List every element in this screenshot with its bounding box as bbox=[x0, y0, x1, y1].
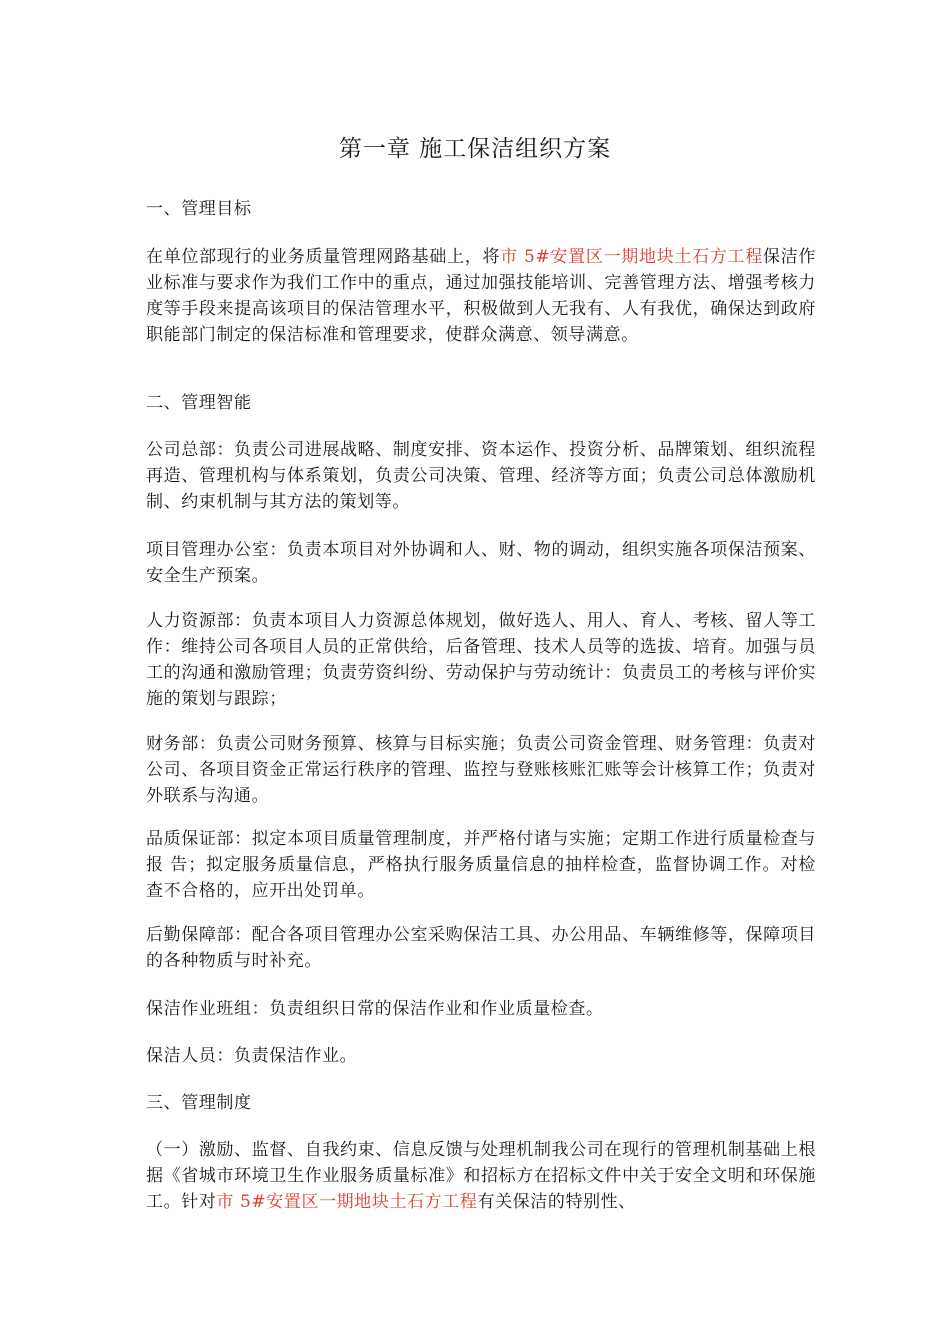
section-heading-1: 一、管理目标 bbox=[146, 199, 252, 219]
paragraph-project-office: 项目管理办公室：负责本项目对外协调和人、财、物的调动，组织实施各项保洁预案、安全生产预案。 bbox=[146, 540, 816, 586]
text-run: 有关保洁的特别性、 bbox=[477, 1192, 636, 1212]
paragraph-cleaning-team: 保洁作业班组：负责组织日常的保洁作业和作业质量检查。 bbox=[146, 999, 604, 1019]
paragraph-headquarters: 公司总部：负责公司进展战略、制度安排、资本运作、投资分析、品牌策划、组织流程再造、管理机构与体系策划，负责公司决策、管理、经济等方面；负责公司总体激励机制、约束机制与其方法的策划等。 bbox=[146, 440, 816, 512]
paragraph-management-goal bbox=[146, 244, 816, 348]
project-name-highlight: 市 5#安置区一期地块土石方工程 bbox=[500, 247, 763, 267]
paragraph-quality-department: 品质保证部：拟定本项目质量管理制度，并严格付诸与实施；定期工作进行质量检查与报 告；拟定服务质量信息，严格执行服务质量信息的抽样检查，监督协调工作。对检查不合格的，应开出处罚单。 bbox=[146, 829, 816, 901]
chapter-title: 第一章 施工保洁组织方案 bbox=[338, 136, 612, 162]
section-heading-2: 二、管理智能 bbox=[146, 393, 252, 413]
text-run: （一）激励、监督、自我约束、信息反馈与处理机制我公司在现行的管理机制基础上根据《省城市环境卫生作业服务质量标准》和招标方在招标文件中关于安全文明和环保施工。针对 bbox=[146, 1140, 816, 1212]
paragraph-logistics-department: 后勤保障部：配合各项目管理办公室采购保洁工具、办公用品、车辆维修等，保障项目的各种物质与时补充。 bbox=[146, 925, 816, 971]
text-run: 保洁作业标准与要求作为我们工作中的重点，通过加强技能培训、完善管理方法、增强考核力度等手段来提高该项目的保洁管理水平，积极做到人无我有、人有我优，确保达到政府职能部门制定的保洁标准和管理要求，使群众满意、领导满意。 bbox=[146, 247, 816, 345]
text-run: 在单位部现行的业务质量管理网路基础上，将 bbox=[146, 247, 501, 267]
paragraph-cleaning-staff: 保洁人员：负责保洁作业。 bbox=[146, 1046, 358, 1066]
paragraph-hr-department: 人力资源部：负责本项目人力资源总体规划，做好选人、用人、育人、考核、留人等工作：维持公司各项目人员的正常供给，后备管理、技术人员等的选拔、培育。加强与员工的沟通和激励管理；负责劳资纠纷、劳动保护与劳动统计：负责员工的考核与评价实施的策划与跟踪； bbox=[146, 611, 816, 709]
project-name-highlight: 市 5#安置区一期地块土石方工程 bbox=[216, 1192, 478, 1212]
paragraph-finance-department: 财务部：负责公司财务预算、核算与目标实施；负责公司资金管理、财务管理：负责对公司、各项目资金正常运行秩序的管理、监控与登账核账汇账等会计核算工作；负责对外联系与沟通。 bbox=[146, 734, 816, 806]
section-heading-3: 三、管理制度 bbox=[146, 1093, 252, 1113]
paragraph-incentive-mechanism bbox=[146, 1137, 816, 1215]
